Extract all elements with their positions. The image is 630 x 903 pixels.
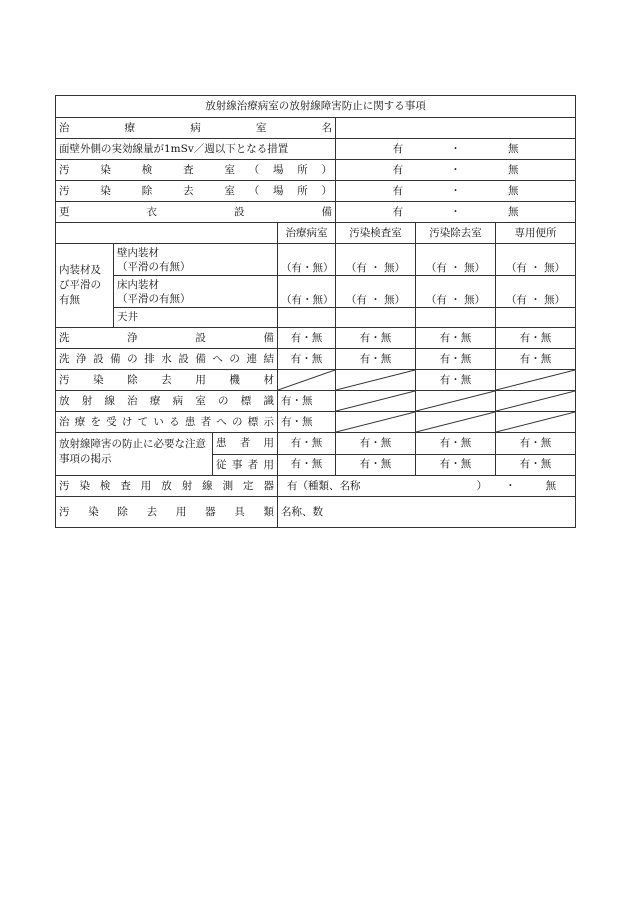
choice-no[interactable]: 無 <box>507 142 519 155</box>
col-header-private-toilet: 専用便所 <box>496 223 576 244</box>
wall-interior-line2: （平滑の有無） <box>117 260 191 273</box>
wall-c1[interactable]: （有・無） <box>278 244 336 276</box>
drain-c1[interactable]: 有・無 <box>278 349 336 370</box>
row-label-patient-sign: 治療を受けている患者への標示 <box>56 412 278 433</box>
notice-patient-c2[interactable]: 有・無 <box>336 433 416 455</box>
choice-yes[interactable]: 有 <box>392 205 404 218</box>
decon-equipment-c3[interactable]: 有・無 <box>416 370 496 391</box>
choice-yes[interactable]: 有 <box>392 184 404 197</box>
changing-facility-choice[interactable] <box>336 202 576 223</box>
wall-interior-label <box>114 244 278 276</box>
inspection-room-choice[interactable] <box>336 160 576 181</box>
ceiling-c3[interactable] <box>416 308 496 328</box>
room-sign-c1[interactable]: 有・無 <box>278 391 336 412</box>
row-label-wash-facility: 洗 浄 設 備 <box>56 328 278 349</box>
floor-interior-line1: 床内装材 <box>117 278 159 291</box>
header-blank <box>56 223 278 244</box>
choice-dot: ・ <box>450 184 461 197</box>
choice-no[interactable]: 無 <box>507 163 519 176</box>
form-sheet <box>55 95 575 528</box>
col-header-decon-room: 汚染除去室 <box>416 223 496 244</box>
patient-sign-c1[interactable]: 有・無 <box>278 412 336 433</box>
floor-c3[interactable]: （有 ・ 無） <box>416 276 496 308</box>
floor-c2[interactable]: （有 ・ 無） <box>336 276 416 308</box>
row-label-room-sign: 放射線治療病室の標識 <box>56 391 278 412</box>
measuring-instrument-field[interactable] <box>278 476 576 497</box>
wash-c4[interactable]: 有・無 <box>496 328 576 349</box>
patient-sign-c2-na <box>336 412 416 433</box>
row-label-room-name: 治 療 病 室 名 <box>56 118 336 139</box>
meter-close-paren: ） <box>476 479 488 492</box>
notice-worker-c3[interactable]: 有・無 <box>416 454 496 476</box>
wash-c1[interactable]: 有・無 <box>278 328 336 349</box>
decon-equipment-c4-na <box>496 370 576 391</box>
wall-c4[interactable]: （有 ・ 無） <box>496 244 576 276</box>
radiation-form-table <box>55 95 576 528</box>
notice-patient-c4[interactable]: 有・無 <box>496 433 576 455</box>
row-label-decon-equipment: 汚 染 除 去 用 機 材 <box>56 370 278 391</box>
col-header-treatment-room: 治療病室 <box>278 223 336 244</box>
wall-c2[interactable]: （有 ・ 無） <box>336 244 416 276</box>
choice-no[interactable]: 無 <box>507 184 519 197</box>
drain-c4[interactable]: 有・無 <box>496 349 576 370</box>
ceiling-c1[interactable] <box>278 308 336 328</box>
floor-c1[interactable]: （有・無） <box>278 276 336 308</box>
decon-tools-field[interactable]: 名称、数 <box>278 497 576 528</box>
row-label-drain-connection: 洗浄設備の排水設備への連結 <box>56 349 278 370</box>
choice-yes[interactable]: 有 <box>392 163 404 176</box>
patient-sign-c4-na <box>496 412 576 433</box>
notice-patient-c1[interactable]: 有・無 <box>278 433 336 455</box>
room-sign-c2-na <box>336 391 416 412</box>
choice-yes[interactable]: 有 <box>392 142 404 155</box>
meter-dot: ・ <box>505 479 516 492</box>
form-title: 放射線治療病室の放射線障害防止に関する事項 <box>56 96 576 118</box>
meter-yes-text[interactable]: 有（種類、名称 <box>287 479 361 492</box>
notice-sublabels <box>212 433 277 475</box>
ceiling-label: 天井 <box>114 308 278 328</box>
room-sign-c4-na <box>496 391 576 412</box>
row-label-wall-dose: 面壁外側の実効線量が1mSv／週以下となる措置 <box>56 139 336 160</box>
floor-c4[interactable]: （有 ・ 無） <box>496 276 576 308</box>
floor-interior-label <box>114 276 278 308</box>
ceiling-c4[interactable] <box>496 308 576 328</box>
row-label-inspection-room: 汚 染 検 査 室（場所） <box>56 160 336 181</box>
choice-dot: ・ <box>450 205 461 218</box>
row-label-changing-facility: 更 衣 設 備 <box>56 202 336 223</box>
notice-worker-c2[interactable]: 有・無 <box>336 454 416 476</box>
notice-label: 放射線障害の防止に必要な注意事項の掲示 <box>59 438 206 465</box>
row-label-decon-tools: 汚 染 除 去 用 器 具 類 <box>56 497 278 528</box>
col-header-inspection-room: 汚染検査室 <box>336 223 416 244</box>
wall-dose-choice[interactable] <box>336 139 576 160</box>
room-name-field[interactable] <box>336 118 576 139</box>
choice-no[interactable]: 無 <box>507 205 519 218</box>
room-sign-c3-na <box>416 391 496 412</box>
floor-interior-line2: （平滑の有無） <box>117 292 191 305</box>
drain-c2[interactable]: 有・無 <box>336 349 416 370</box>
wall-c3[interactable]: （有 ・ 無） <box>416 244 496 276</box>
choice-dot: ・ <box>450 142 461 155</box>
ceiling-c2[interactable] <box>336 308 416 328</box>
decon-equipment-c1-na <box>278 370 336 391</box>
notice-patient-c3[interactable]: 有・無 <box>416 433 496 455</box>
choice-dot: ・ <box>450 163 461 176</box>
notice-patient-use-label: 患 者 用 <box>213 433 277 455</box>
row-label-measuring-instrument: 汚染検査用放射線測定器 <box>56 476 278 497</box>
drain-c3[interactable]: 有・無 <box>416 349 496 370</box>
decon-equipment-c2-na <box>336 370 416 391</box>
notice-worker-c1[interactable]: 有・無 <box>278 454 336 476</box>
wash-c3[interactable]: 有・無 <box>416 328 496 349</box>
patient-sign-c3-na <box>416 412 496 433</box>
meter-no-text[interactable]: 無 <box>545 479 557 492</box>
decon-room-choice[interactable] <box>336 181 576 202</box>
notice-worker-c4[interactable]: 有・無 <box>496 454 576 476</box>
notice-group <box>56 433 278 476</box>
interior-group-label: 内装材及び平滑の有無 <box>56 244 114 328</box>
row-label-decon-room: 汚 染 除 去 室（場所） <box>56 181 336 202</box>
wash-c2[interactable]: 有・無 <box>336 328 416 349</box>
wall-interior-line1: 壁内装材 <box>117 246 159 259</box>
notice-worker-use-label: 従 事 者 用 <box>216 459 274 471</box>
